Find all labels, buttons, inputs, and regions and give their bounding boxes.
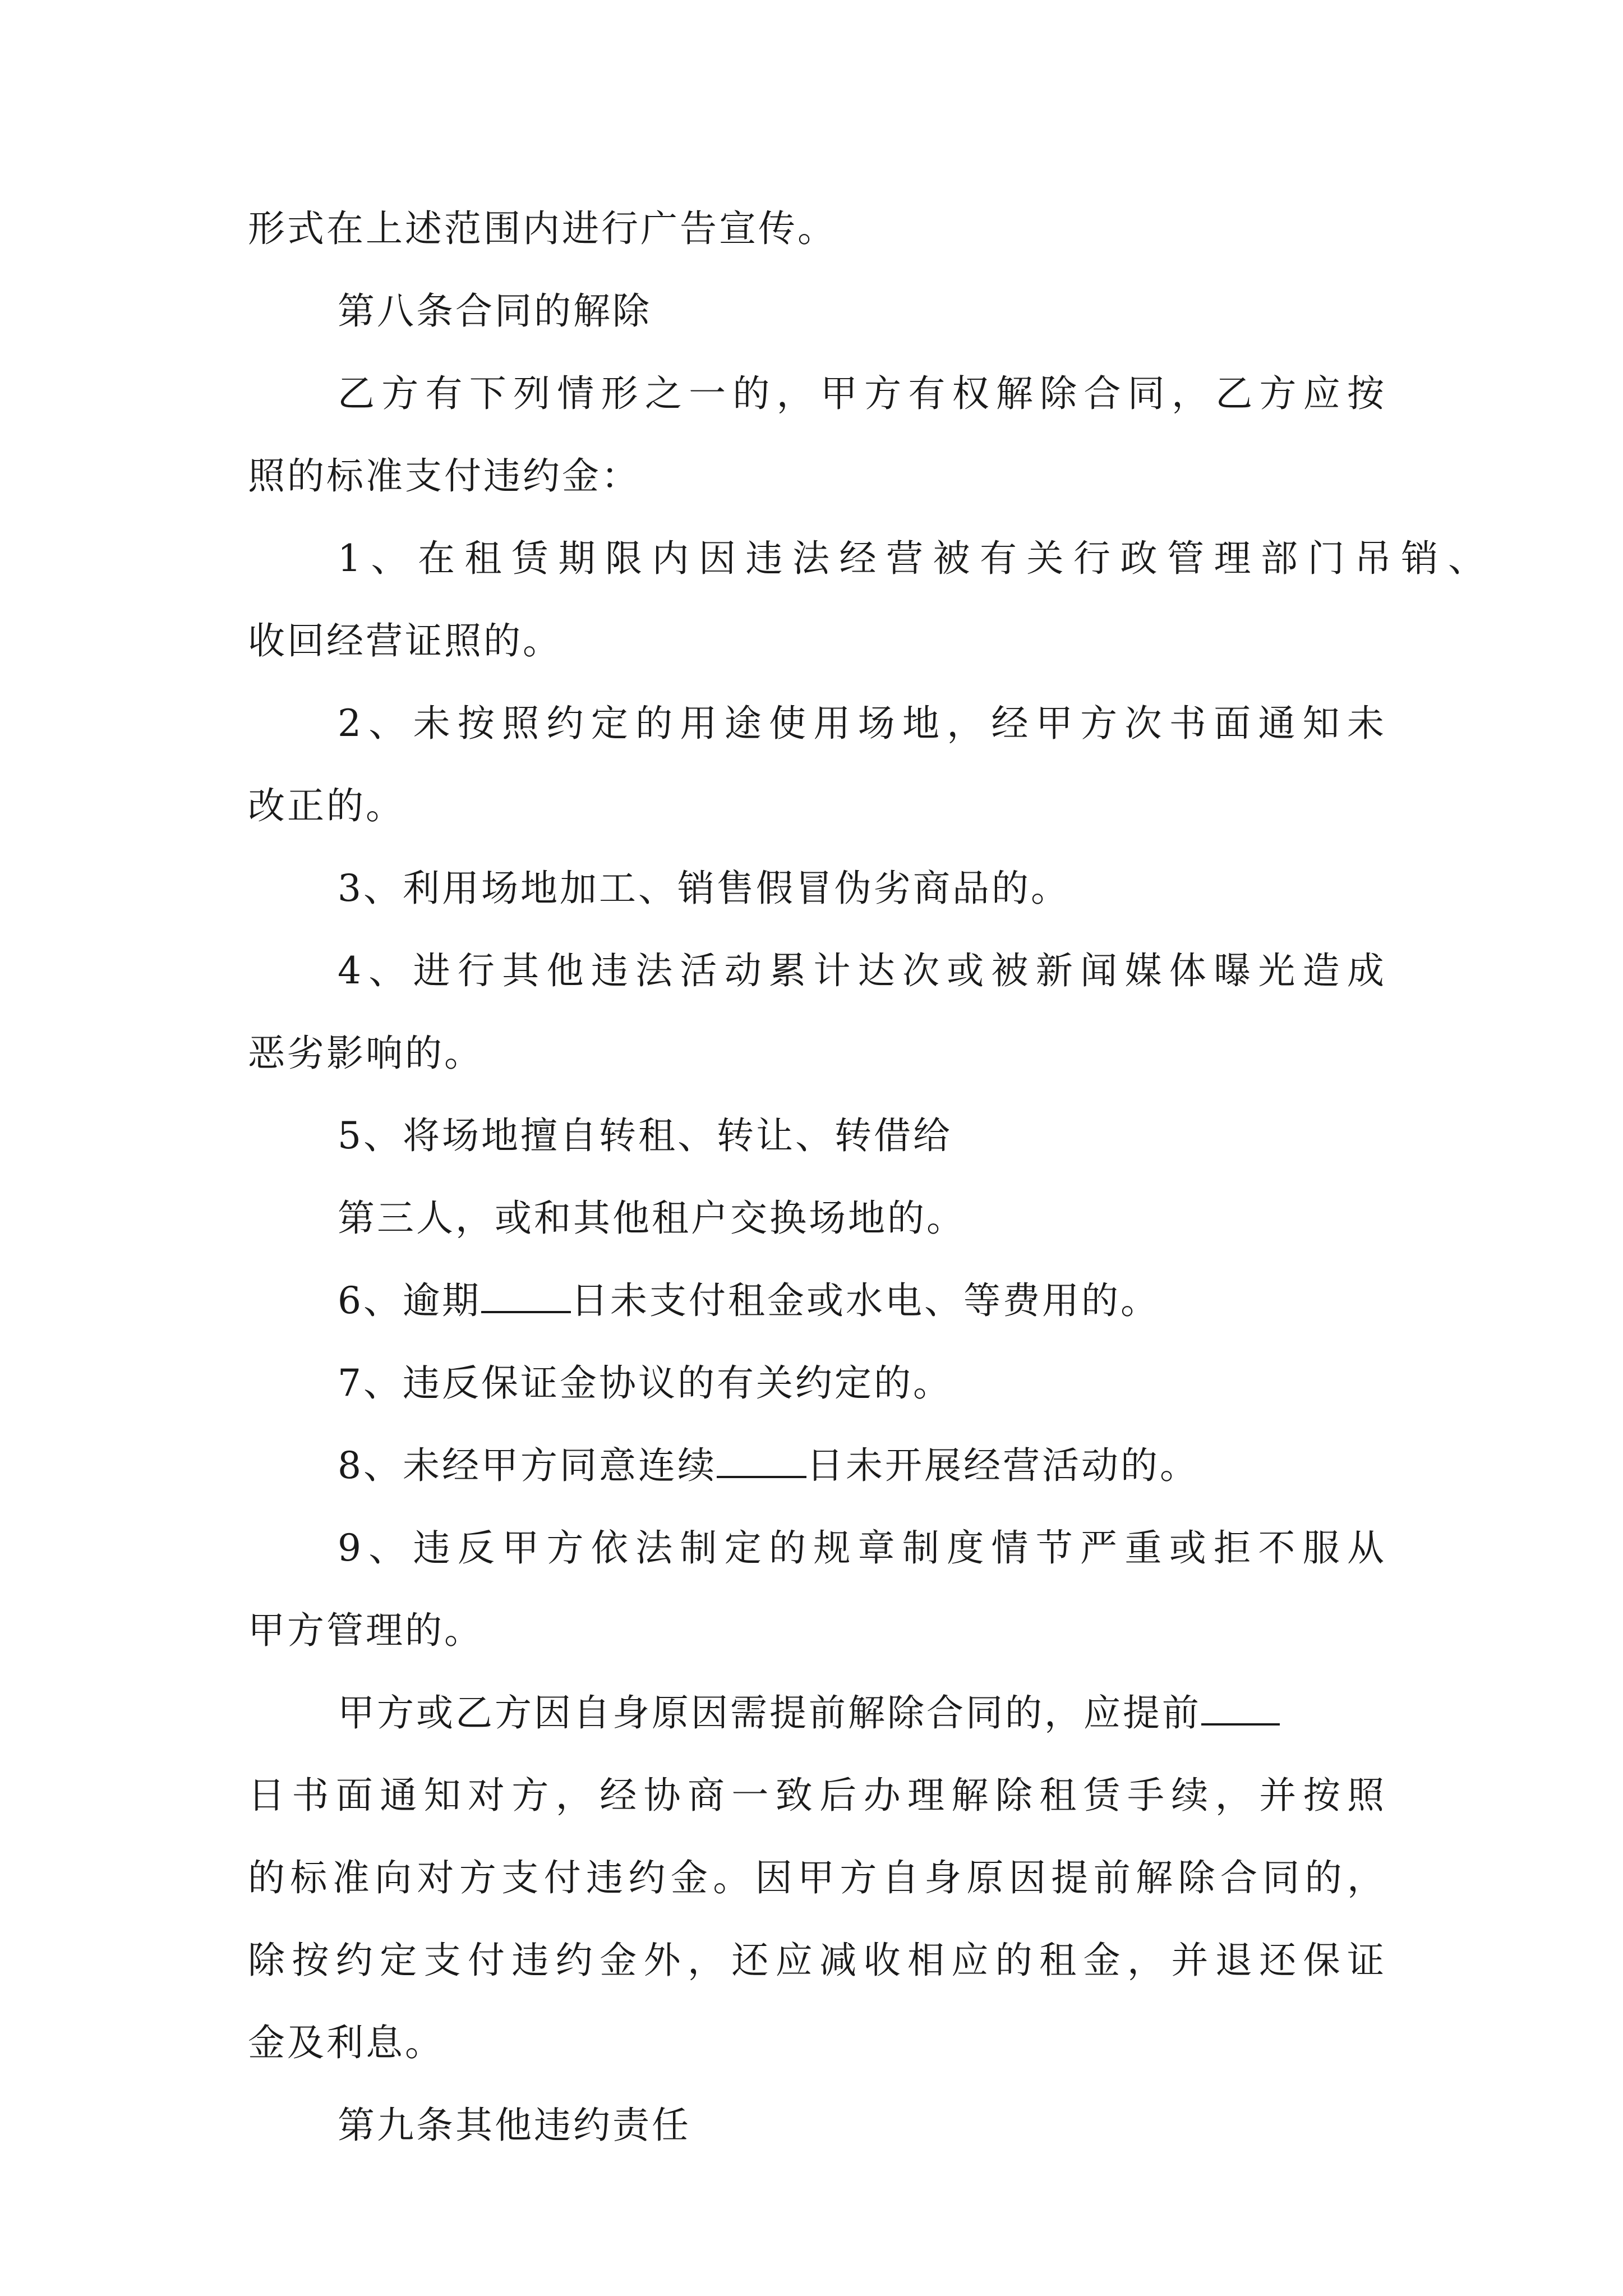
list-item	[338, 1278, 1160, 1323]
text-line: 收回经营证照的。	[248, 619, 562, 662]
text-line: 第三人，或和其他租户交换场地的。	[338, 1197, 966, 1240]
text-line: 除按约定支付违约金外，还应减收相应的租金，并退还保证	[248, 1939, 1386, 1982]
text-line: 乙方有下列情形之一的，甲方有权解除合同，乙方应按	[338, 372, 1386, 415]
section-heading: 第八条合同的解除	[338, 289, 652, 333]
text-line: 日书面通知对方，经协商一致后办理解除租赁手续，并按照	[248, 1774, 1386, 1817]
text-line: 改正的。	[248, 784, 405, 827]
list-item: 3、利用场地加工、销售假冒伪劣商品的。	[338, 867, 1070, 910]
list-item: 1、在租赁期限内因违法经营被有关行政管理部门吊销、	[338, 537, 1487, 580]
text-line: 的标准向对方支付违约金。因甲方自身原因提前解除合同的，	[248, 1856, 1386, 1899]
list-item: 7、违反保证金协议的有关约定的。	[338, 1361, 952, 1405]
text-segment: 甲方或乙方因自身原因需提前解除合同的，应提前	[338, 1691, 1201, 1734]
fill-in-blank	[481, 1280, 571, 1313]
fill-in-blank	[1201, 1692, 1280, 1726]
text-line: 照的标准支付违约金：	[248, 454, 640, 498]
text-line: 形式在上述范围内进行广告宣传。	[248, 207, 837, 250]
text-line: 恶劣影响的。	[248, 1032, 483, 1075]
list-item: 9、违反甲方依法制定的规章制度情节严重或拒不服从	[338, 1526, 1386, 1570]
list-item: 5、将场地擅自转租、转让、转借给	[338, 1114, 952, 1157]
text-line: 金及利息。	[248, 2021, 444, 2064]
fill-in-blank	[717, 1444, 806, 1478]
list-item	[338, 1443, 1199, 1488]
text-line: 甲方管理的。	[248, 1609, 483, 1652]
text-segment: 日未支付租金或水电、等费用的。	[571, 1279, 1160, 1322]
section-heading: 第九条其他违约责任	[338, 2104, 691, 2147]
text-segment: 8、未经甲方同意连续	[338, 1444, 717, 1487]
list-item: 2、未按照约定的用途使用场地，经甲方次书面通知未	[338, 702, 1386, 745]
text-segment: 日未开展经营活动的。	[806, 1444, 1199, 1487]
text-line	[338, 1691, 1280, 1736]
list-item: 4、进行其他违法活动累计达次或被新闻媒体曝光造成	[338, 949, 1386, 992]
text-segment: 6、逾期	[338, 1279, 481, 1322]
